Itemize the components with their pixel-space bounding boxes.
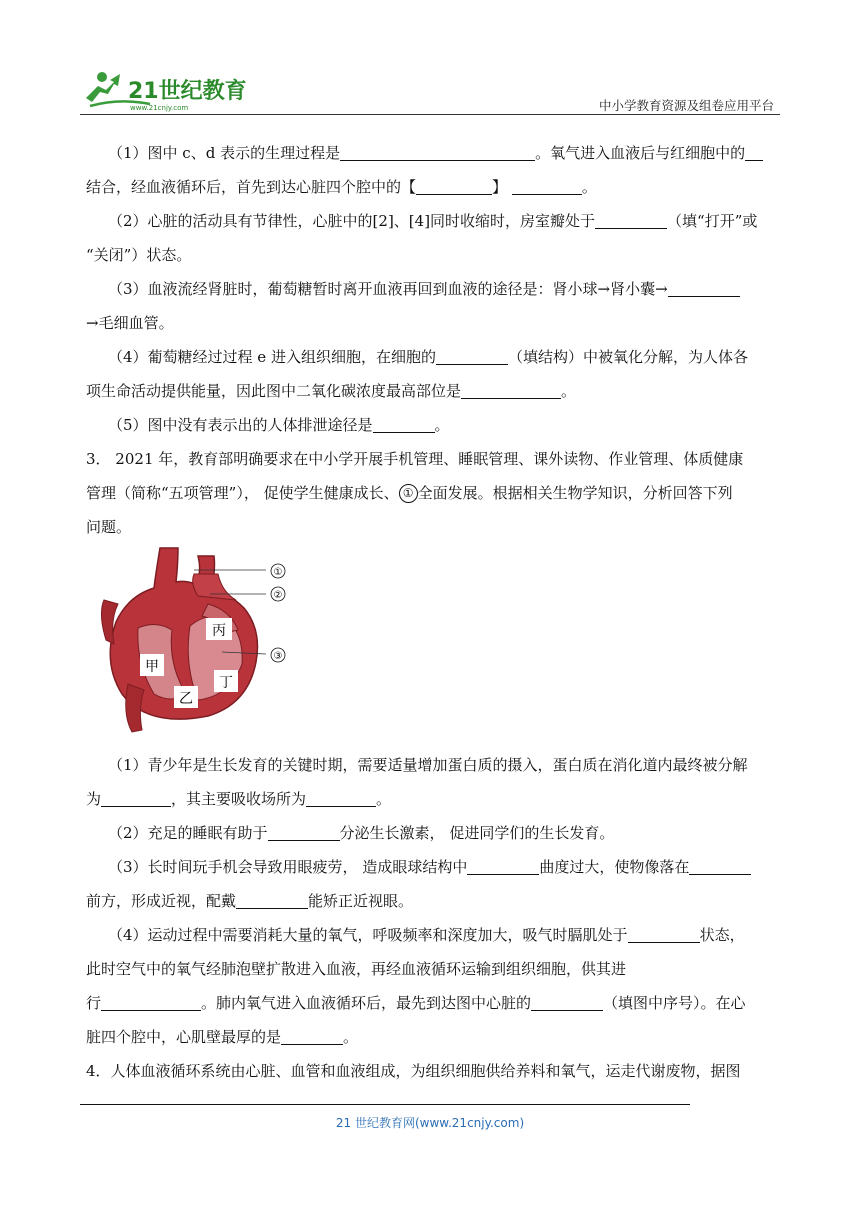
- label-ding: 丁: [219, 675, 233, 691]
- answer-blank[interactable]: [531, 992, 603, 1011]
- footer-divider: [80, 1104, 690, 1105]
- heart-diagram: [98, 544, 294, 734]
- q3-sub4-line-3: 行 。肺内氧气进入血液循环后，最先到达图中心脏的 （填图中序号）。在心: [86, 994, 746, 1012]
- q3-line-1: 3． 2021 年，教育部明确要求在中小学开展手机管理、睡眠管理、课外读物、作业管理、体质健康: [86, 450, 744, 468]
- answer-blank[interactable]: [306, 788, 376, 807]
- answer-blank[interactable]: [461, 380, 561, 399]
- page-header: [80, 66, 780, 116]
- answer-blank[interactable]: [628, 924, 700, 943]
- answer-blank[interactable]: [373, 414, 435, 433]
- answer-blank[interactable]: [467, 856, 539, 875]
- label-1: ①: [273, 567, 283, 578]
- circled-number: ①: [399, 484, 418, 503]
- q2-line-2: 结合，经血液循环后，首先到达心脏四个腔中的【 】 。: [86, 178, 597, 196]
- q3-sub1-line-1: （1）青少年是生长发育的关键时期，需要适量增加蛋白质的摄入，蛋白质在消化道内最终被分解: [108, 756, 748, 774]
- q2-line-7: （4）葡萄糖经过过程 e 进入组织细胞，在细胞的 （填结构）中被氧化分解，为人体各: [108, 348, 748, 366]
- logo-text: 21世纪教育: [128, 79, 247, 104]
- answer-blank[interactable]: [745, 142, 763, 161]
- logo: [80, 68, 250, 112]
- q2-line-9: （5）图中没有表示出的人体排泄途径是 。: [108, 416, 450, 434]
- q3-sub1-line-2: 为 ，其主要吸收场所为 。: [86, 790, 392, 808]
- q3-line-3: 问题。: [86, 518, 132, 536]
- q2-line-1: （1）图中 c、d 表示的生理过程是 。氧气进入血液后与红细胞中的: [86, 136, 780, 170]
- q3-sub4-line-4: 脏四个腔中，心肌壁最厚的是 。: [86, 1028, 359, 1046]
- q3-line-2: 管理（简称“五项管理”）， 促使学生健康成长、 ① 全面发展。根据相关生物学知识，分析回答下列: [86, 484, 733, 502]
- q3-sub2: （2）充足的睡眠有助于 分泌生长激素， 促进同学们的生长发育。: [108, 824, 615, 842]
- q3-sub4-line-1: （4）运动过程中需要消耗大量的氧气，呼吸频率和深度加大，吸气时膈肌处于 状态，: [108, 926, 745, 944]
- q2-line-4: “关闭”）状态。: [86, 246, 192, 264]
- answer-blank[interactable]: [416, 176, 492, 195]
- footer-link[interactable]: 21 世纪教育网(www.21cnjy.com): [335, 1116, 525, 1130]
- q2-line-5: （3）血液流经肾脏时，葡萄糖暂时离开血液再回到血液的途径是：肾小球→肾小囊→: [86, 272, 780, 306]
- q3-sub3-line-2: 前方，形成近视，配戴 能矫正近视眼。: [86, 892, 414, 910]
- q4-line-1: 4．人体血液循环系统由心脏、血管和血液组成，为组织细胞供给养料和氧气，运走代谢废物，据图: [86, 1062, 741, 1080]
- answer-blank[interactable]: [595, 210, 667, 229]
- label-bing: 丙: [212, 623, 226, 639]
- answer-blank[interactable]: [436, 346, 508, 365]
- answer-blank[interactable]: [512, 176, 582, 195]
- answer-blank[interactable]: [281, 1026, 343, 1045]
- label-jia: 甲: [145, 659, 159, 675]
- label-3: ③: [273, 651, 283, 662]
- q2-line-6: →毛细血管。: [86, 314, 174, 332]
- header-platform-text: 中小学教育资源及组卷应用平台: [598, 98, 774, 113]
- answer-blank[interactable]: [101, 992, 201, 1011]
- header-divider: [80, 114, 780, 115]
- answer-blank[interactable]: [101, 788, 171, 807]
- answer-blank[interactable]: [340, 142, 535, 161]
- answer-blank[interactable]: [268, 822, 340, 841]
- label-yi: 乙: [179, 691, 193, 707]
- q2-line-3: （2）心脏的活动具有节律性，心脏中的[2]、[4]同时收缩时，房室瓣处于 （填“打开”或: [108, 212, 758, 230]
- q3-sub4-line-2: 此时空气中的氧气经肺泡壁扩散进入血液，再经血液循环运输到组织细胞，供其进: [86, 960, 627, 978]
- label-2: ②: [273, 590, 283, 601]
- logo-url: www.21cnjy.com: [130, 104, 189, 112]
- answer-blank[interactable]: [689, 856, 751, 875]
- answer-blank[interactable]: [668, 278, 740, 297]
- answer-blank[interactable]: [236, 890, 308, 909]
- q3-sub3-line-1: （3）长时间玩手机会导致用眼疲劳， 造成眼球结构中 曲度过大，使物像落在: [86, 850, 780, 884]
- q2-line-8: 项生命活动提供能量，因此图中二氧化碳浓度最高部位是 。: [86, 382, 577, 400]
